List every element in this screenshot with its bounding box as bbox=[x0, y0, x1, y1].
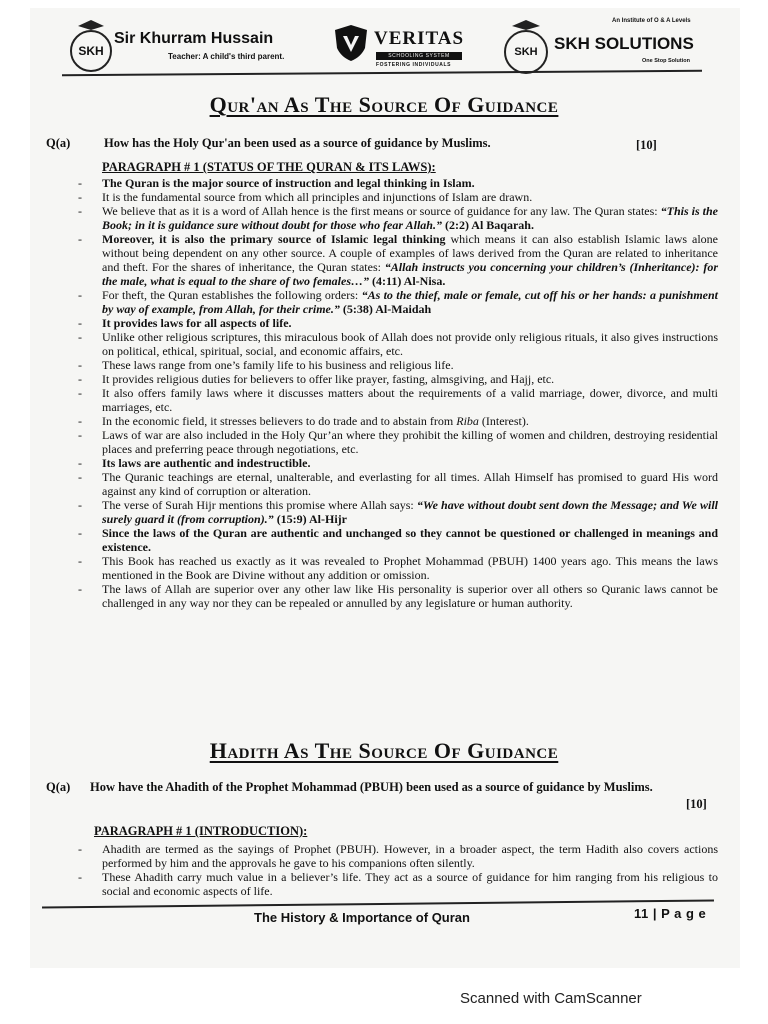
bullet-item bbox=[68, 842, 718, 870]
veritas-logo bbox=[334, 22, 474, 78]
bullet-text: It is the fundamental source from which all principles and injunctions of Islam are drawn. bbox=[102, 190, 533, 204]
sir-khurram-logo bbox=[64, 18, 314, 78]
bullet-text: In the economic field, it stresses believers to do trade and to abstain from bbox=[102, 414, 457, 428]
bullet-item bbox=[68, 176, 718, 190]
bullet-text: (2:2) Al Baqarah. bbox=[441, 218, 534, 232]
bullet-text: Riba bbox=[456, 414, 479, 428]
camscanner-watermark: Scanned with CamScanner bbox=[460, 990, 642, 1007]
bullet-text: These laws range from one’s family life to his business and religious life. bbox=[102, 358, 454, 372]
bullet-text: For theft, the Quran establishes the following orders: bbox=[102, 288, 362, 302]
bullet-item bbox=[68, 498, 718, 526]
bullet-text: (5:38) Al-Maidah bbox=[339, 302, 432, 316]
bullet-item bbox=[68, 204, 718, 232]
bullet-text: The verse of Surah Hijr mentions this promise where Allah says: bbox=[102, 498, 417, 512]
skh-solutions-logo bbox=[504, 12, 704, 76]
question-text-2: How have the Ahadith of the Prophet Mohammad (PBUH) been used as a source of guidance by Muslims. bbox=[90, 780, 653, 794]
paragraph-heading-2: PARAGRAPH # 1 (INTRODUCTION): bbox=[94, 824, 308, 838]
question-row-2 bbox=[0, 780, 720, 810]
skh-solutions-name: SKH SOLUTIONS bbox=[554, 34, 694, 53]
bullet-text: Laws of war are also included in the Holy Qur’an where they prohibit the killing of women and children, destroying residential places and preferring peace through negotiations, etc. bbox=[102, 428, 718, 456]
bullet-item bbox=[68, 554, 718, 582]
question-text: How has the Holy Qur'an been used as a source of guidance by Muslims. bbox=[104, 136, 491, 150]
bullet-item bbox=[68, 330, 718, 358]
bullet-text: (15:9) Al-Hijr bbox=[273, 512, 347, 526]
bullet-text: “As to the thief, male or female, cut off his or her hands: a punishment by way of example, from Allah, for their crime.” bbox=[102, 288, 718, 316]
institute-label: An Institute of O & A Levels bbox=[612, 18, 691, 24]
bullet-text: (Interest). bbox=[478, 414, 529, 428]
paragraph-heading: PARAGRAPH # 1 (STATUS OF THE QURAN & ITS LAWS): bbox=[102, 160, 436, 174]
shield-icon bbox=[334, 24, 368, 62]
bullet-text: Its laws are authentic and indestructible. bbox=[102, 456, 311, 470]
veritas-motto: FOSTERING INDIVIDUALS bbox=[376, 62, 452, 68]
bullet-item bbox=[68, 428, 718, 456]
question-marks: [10] bbox=[636, 138, 657, 152]
bullet-text: This Book has reached us exactly as it was revealed to Prophet Mohammad (PBUH) 1400 years ago. This means the laws mentioned in the Book are Divine without any addition or omission. bbox=[102, 554, 718, 582]
question-number: Q(a) bbox=[46, 136, 71, 150]
page-number: 11 | P a g e bbox=[634, 906, 707, 921]
bullet-text: which means it can also establish Islamic laws alone without being dependent on any other source. A couple of examples of laws derived from the Quran are related to inheritance and theft. For the shares of inheritance, the Quran states: bbox=[102, 232, 718, 274]
question-number-2: Q(a) bbox=[46, 780, 71, 794]
bullet-item bbox=[68, 582, 718, 610]
bullet-list-hadith bbox=[68, 842, 718, 898]
skh-tagline: One Stop Solution bbox=[642, 58, 690, 64]
bullet-text: Moreover, it is also the primary source of Islamic legal thinking bbox=[102, 232, 446, 246]
section-title-quran: Qur'an As The Source Of Guidance bbox=[209, 92, 559, 117]
bullet-item bbox=[68, 386, 718, 414]
bullet-text: Since the laws of the Quran are authentic and unchanged so they cannot be questioned or challenged in meanings and existence. bbox=[102, 526, 718, 554]
bullet-item bbox=[68, 316, 718, 330]
bullet-item bbox=[68, 526, 718, 554]
bullet-text: “This is the Book; in it is guidance sure without doubt for those who fear Allah.” bbox=[102, 204, 718, 232]
question-marks-2: [10] bbox=[686, 797, 707, 811]
bullet-item bbox=[68, 470, 718, 498]
veritas-subtitle: SCHOOLING SYSTEM bbox=[376, 52, 462, 60]
brand-name: Sir Khurram Hussain bbox=[114, 30, 274, 47]
bullet-item bbox=[68, 372, 718, 386]
bullet-item bbox=[68, 456, 718, 470]
skh-monogram-right: SKH bbox=[504, 30, 548, 74]
bullet-item bbox=[68, 414, 718, 428]
bullet-text: We believe that as it is a word of Allah hence is the first means or source of guidance for any law. The Quran states: bbox=[102, 204, 661, 218]
bullet-item bbox=[68, 190, 718, 204]
bullet-text: “Allah instructs you concerning your children’s (Inheritance): for the male, what is equal to the share of two females…” bbox=[102, 260, 719, 288]
brand-tagline: Teacher: A child's third parent. bbox=[168, 52, 285, 61]
bullet-text: The Quranic teachings are eternal, unalterable, and everlasting for all times. Allah Himself has promised to guard His word against any kind of corruption or alteration. bbox=[102, 470, 718, 498]
bullet-list-quran bbox=[68, 176, 718, 610]
graduation-cap-icon bbox=[78, 20, 104, 30]
bullet-item bbox=[68, 288, 718, 316]
footer-title: The History & Importance of Quran bbox=[254, 910, 470, 925]
skh-monogram: SKH bbox=[70, 30, 112, 72]
bullet-text: (4:11) Al-Nisa. bbox=[369, 274, 446, 288]
bullet-item bbox=[68, 870, 718, 898]
bullet-text: The Quran is the major source of instruction and legal thinking in Islam. bbox=[102, 176, 475, 190]
section-title-hadith: Hadith As The Source Of Guidance bbox=[209, 738, 559, 763]
bullet-text: It also offers family laws where it discusses matters about the requirements of a valid marriage, dower, divorce, and multi marriages, etc. bbox=[102, 386, 718, 414]
bullet-text: It provides religious duties for believers to offer like prayer, fasting, almsgiving, and Hajj, etc. bbox=[102, 372, 555, 386]
bullet-text: These Ahadith carry much value in a believer’s life. They act as a source of guidance for him ranging from his religious to social and economic aspects of life. bbox=[102, 870, 718, 898]
question-row bbox=[0, 136, 700, 152]
graduation-cap-icon-right bbox=[512, 20, 540, 30]
bullet-item bbox=[68, 232, 718, 288]
veritas-name: VERITAS bbox=[374, 28, 465, 49]
bullet-text: The laws of Allah are superior over any other law like His personality is superior over all others so Quranic laws cannot be challenged in any way nor they can be repealed or annulled by any legislature or human authority. bbox=[102, 582, 718, 610]
bullet-text: “We have without doubt sent down the Message; and We will surely guard it (from corruption).” bbox=[102, 498, 718, 526]
bullet-text: It provides laws for all aspects of life. bbox=[102, 316, 292, 330]
bullet-text: Ahadith are termed as the sayings of Prophet (PBUH). However, in a broader aspect, the term Hadith also covers actions performed by him and the approvals he gave to his companions often silently. bbox=[102, 842, 718, 870]
bullet-item bbox=[68, 358, 718, 372]
bullet-text: Unlike other religious scriptures, this miraculous book of Allah does not provide only religious rituals, it also gives instructions on political, ethical, spiritual, social, and economic affairs, etc. bbox=[102, 330, 718, 358]
